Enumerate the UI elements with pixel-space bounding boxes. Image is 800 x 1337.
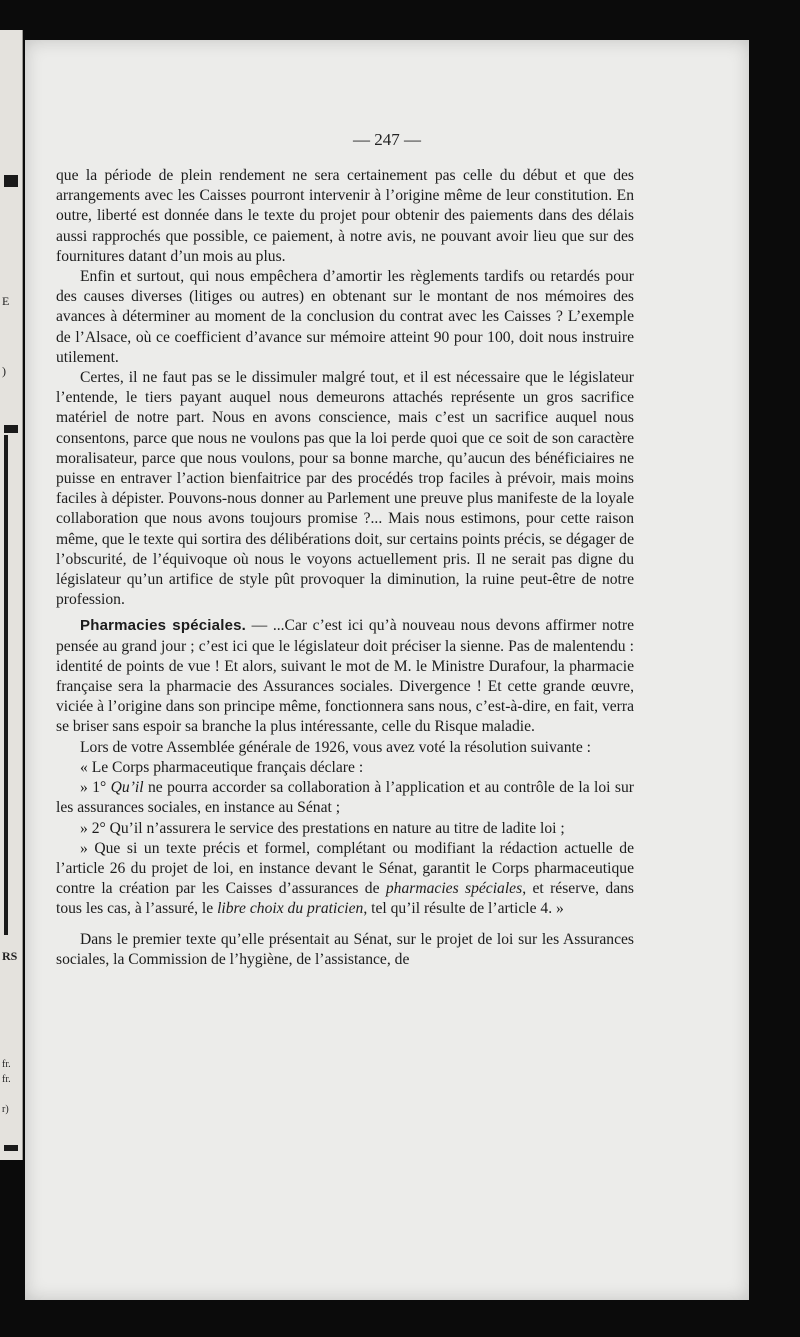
- resolution-text: , et réserve, dans tous les cas, à l’assuré, le: [56, 880, 634, 918]
- body-text: [56, 166, 634, 970]
- adjacent-page-border: [4, 435, 8, 935]
- paragraph: Lors de votre Assemblée générale de 1926, vous avez voté la résolution suivante :: [80, 738, 591, 756]
- document-page: [25, 40, 749, 1300]
- adjacent-page-glyph: fr.: [2, 1059, 11, 1070]
- adjacent-page-edge: [0, 30, 23, 1160]
- adjacent-page-rule: [4, 175, 18, 187]
- adjacent-page-glyph: E: [2, 294, 10, 308]
- page-number: — 247 —: [353, 130, 421, 149]
- adjacent-page-glyph: fr.: [2, 1074, 11, 1085]
- paragraph-text: — ...Car c’est ici qu’à nouveau nous devons affirmer notre pensée au grand jour ; c’est ici que le législateur doit préciser la sienne. Pas de malentendu : identité de points de vue ! Et alors, suivant le mot de M. le Ministre Durafour, la pharmacie française sera la pharmacie des Assurances sociales. Divergence ! Et cette grande œuvre, viciée à l’origine dans son principe même, fonctionnera sans nous, c’est-à-dire, en fait, verra se briser sans espoir sa branche la plus intéressante, celle du Risque maladie.: [56, 617, 634, 736]
- paragraph: Dans le premier texte qu’elle présentait au Sénat, sur le projet de loi sur les Assurances sociales, la Commission de l’hygiène, de l’assistance, de: [56, 930, 634, 968]
- adjacent-page-glyph: ): [2, 364, 6, 378]
- resolution-line: [56, 778, 634, 818]
- resolution-emphasis: Qu’il: [110, 779, 144, 797]
- adjacent-page-glyph: r): [2, 1104, 9, 1115]
- adjacent-page-rule: [4, 1145, 18, 1151]
- resolution-text: ne pourra accorder sa collaboration à l’application et au contrôle de la loi sur les assurances sociales, en instance au Sénat ;: [56, 779, 634, 817]
- resolution-emphasis: libre choix du praticien: [217, 900, 364, 918]
- resolution-line: « Le Corps pharmaceutique français déclare :: [80, 758, 364, 776]
- paragraph-pharmacies-speciales: [56, 616, 634, 737]
- paragraph: Certes, il ne faut pas se le dissimuler malgré tout, et il est nécessaire que le législateur l’entende, le tiers payant auquel nous demeurons attachés représente un gros sacrifice matériel de notre part. Nous en avons conscience, mais c’est un sacrifice auquel nous consentons, parce que nous ne voulons pas que la loi perde quoi que ce soit de son caractère moralisateur, parce que nous voulons, pour sa bonne marche, qu’aucun des bénéficiaires ne puisse en entraver l’action bienfaitrice par des procédés trop faciles à prévoir, mais moins faciles à dépister. Pouvons-nous donner au Parlement une preuve plus manifeste de la loyale collaboration que nous avons toujours promise ?... Mais nous estimons, pour cette raison même, que le texte qui sortira des délibérations doit, sur certains points précis, se dégager de l’obscurité, de l’équivoque où nous le voyons actuellement pris. Il ne serait pas digne du législateur qu’un artifice de style pût provoquer la diminution, la ruine peut-être de notre profession.: [56, 369, 634, 609]
- resolution-emphasis: pharmacies spéciales: [385, 880, 523, 898]
- paragraph: Enfin et surtout, qui nous empêchera d’amortir les règlements tardifs ou retardés pour des causes diverses (litiges ou autres) en obtenant sur le montant de nos mémoires des avances à déterminer au moment de la conclusion du contrat avec les Caisses ? L’exemple de l’Alsace, où ce coefficient d’avance sur mémoire atteint 90 pour 100, doit nous instruire utilement.: [56, 268, 634, 366]
- adjacent-page-rule: [4, 425, 18, 433]
- paragraph: que la période de plein rendement ne sera certainement pas celle du début et que des arrangements avec les Caisses pourront intervenir à l’origine même de leur constitution. En outre, liberté est donnée dans le texte du projet pour obtenir des paiements dans des délais aussi rapprochés que possible, ce paiement, à notre avis, ne pouvant avoir lieu que sur des fournitures datant d’un mois au plus.: [56, 167, 634, 265]
- resolution-text: » Que si un texte précis et formel, complétant ou modifiant la rédaction actuelle de l’article 26 du projet de loi, en instance devant le Sénat, garantit le Corps pharmaceutique contre la création par les Caisses d’assurances de: [56, 839, 634, 898]
- resolution-text: » 1°: [80, 779, 111, 797]
- adjacent-page-glyph: RS: [2, 949, 18, 963]
- resolution-line: [56, 839, 634, 920]
- resolution-text: , tel qu’il résulte de l’article 4. »: [363, 900, 564, 918]
- section-heading: Pharmacies spéciales.: [80, 617, 247, 635]
- resolution-line: » 2° Qu’il n’assurera le service des prestations en nature au titre de ladite loi ;: [80, 819, 565, 837]
